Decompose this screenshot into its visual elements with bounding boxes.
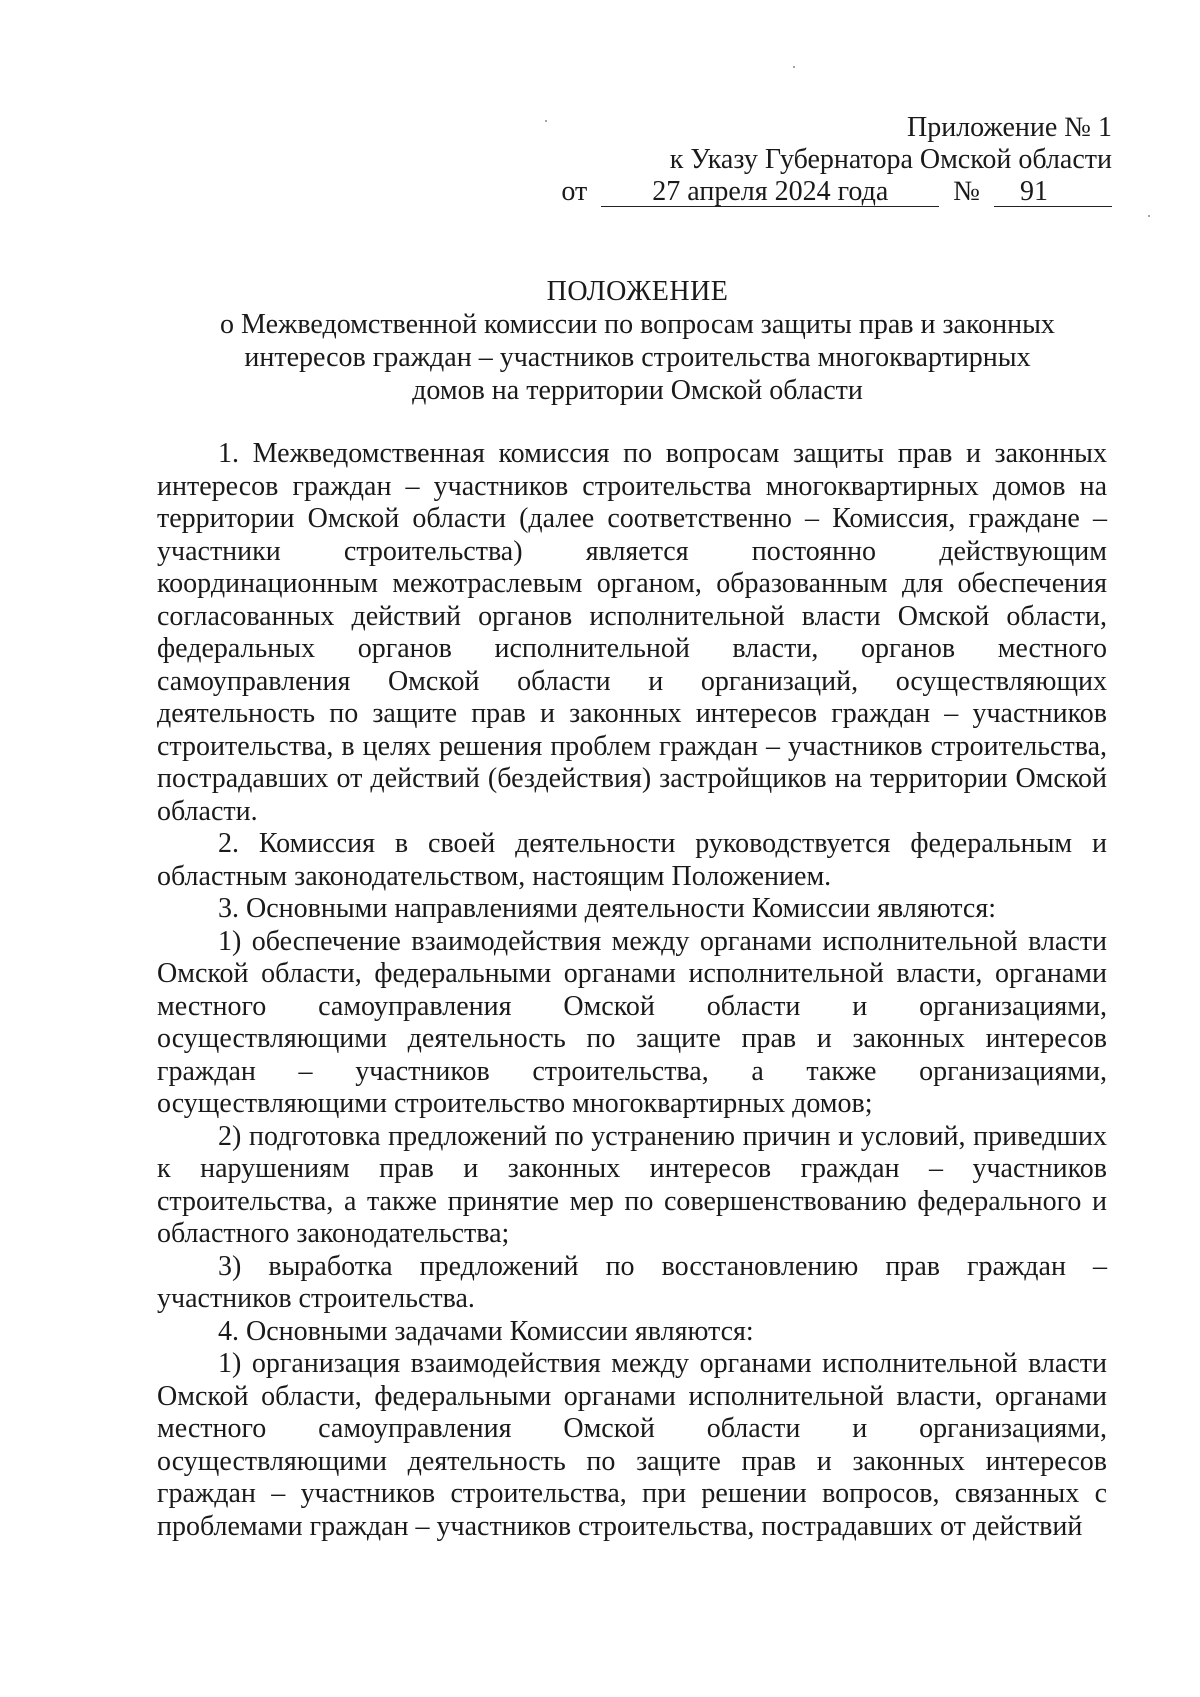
- paragraph-1: 1. Межведомственная комиссия по вопросам защиты прав и законных интересов граждан – участников строительства многоквартирных домов на территории Омской области (далее соответственно – Комиссия, граждане – участники строительства) является постоянно действующим координационным межотраслевым органом, образованным для обеспечения согласованных действий органов исполнительной власти Омской области, федеральных органов исполнительной власти, органов местного самоуправления Омской области и организаций, осуществляющих деятельность по защите прав и законных интересов граждан – участников строительства, в целях решения проблем граждан – участников строительства, пострадавших от действий (бездействия) застройщиков на территории Омской области.: [157, 438, 1107, 827]
- decree-number: 91: [994, 178, 1112, 207]
- paragraph-3: 3. Основными направлениями деятельности Комиссии являются:: [218, 893, 996, 924]
- appendix-title: Приложение № 1: [907, 112, 1112, 143]
- decree-date: 27 апреля 2024 года: [601, 178, 939, 207]
- paragraph-3-item-1: 1) обеспечение взаимодействия между органами исполнительной власти Омской области, федеральными органами исполнительной власти, органами местного самоуправления Омской области и организациями, осуществляющими деятельность по защите прав и законных интересов граждан – участников строительства, а также организациями, осуществляющими строительство многоквартирных домов;: [157, 925, 1107, 1119]
- document-subtitle-line: о Межведомственной комиссии по вопросам защиты прав и законных: [220, 309, 1055, 340]
- document-subtitle-line: домов на территории Омской области: [412, 375, 863, 406]
- appendix-decree: к Указу Губернатора Омской области: [669, 144, 1112, 175]
- appendix-block: [561, 112, 1112, 208]
- document-heading: [155, 275, 1120, 407]
- scan-speck: [793, 66, 795, 68]
- scan-speck: [545, 120, 547, 122]
- paragraph-3-item-2: 2) подготовка предложений по устранению причин и условий, приведших к нарушениям прав и законных интересов граждан – участников строительства, а также принятие мер по совершенствованию федерального и областного законодательства;: [157, 1120, 1107, 1249]
- scan-speck: [1148, 215, 1150, 217]
- paragraph-3-item-3: 3) выработка предложений по восстановлению прав граждан – участников строительства.: [157, 1250, 1107, 1314]
- paragraph-4: 4. Основными задачами Комиссии являются:: [218, 1315, 754, 1347]
- document-subtitle-line: интересов граждан – участников строительства многоквартирных: [244, 342, 1031, 373]
- paragraph-4-item-1: 1) организация взаимодействия между органами исполнительной власти Омской области, федеральными органами исполнительной власти, органами местного самоуправления Омской области и организациями, осуществляющими деятельность по защите прав и законных интересов граждан – участников строительства, при решении вопросов, связанных с проблемами граждан – участников строительства, пострадавших от действий: [157, 1348, 1107, 1542]
- document-body: [157, 438, 1107, 1543]
- document-title: ПОЛОЖЕНИЕ: [546, 276, 729, 307]
- appendix-date-line: [561, 176, 1112, 208]
- paragraph-2: 2. Комиссия в своей деятельности руководствуется федеральным и областным законодательством, настоящим Положением.: [157, 828, 1107, 892]
- from-label: от: [561, 176, 588, 207]
- number-label: №: [953, 176, 980, 207]
